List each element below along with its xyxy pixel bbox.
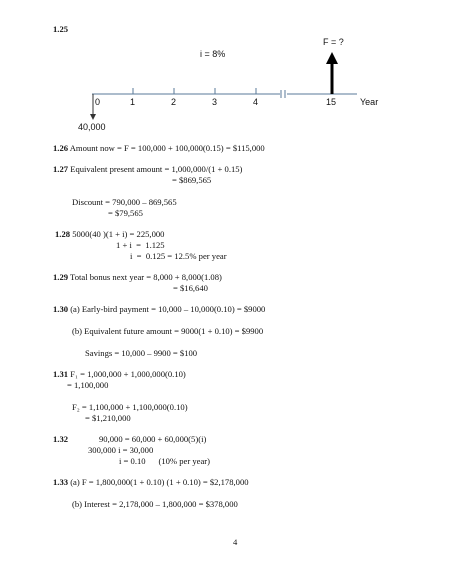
solution-line: 90,000 = 60,000 + 60,000(5)(i): [99, 434, 207, 444]
problem-label-1-25: 1.25: [53, 24, 69, 34]
solution-line: i = 0.10 (10% per year): [119, 456, 210, 466]
problem-label: 1.31: [53, 369, 69, 379]
tick-label-4: 4: [253, 97, 259, 107]
problem-1-33: [53, 477, 249, 487]
problem-1-27: [53, 164, 242, 174]
problem-label: 1.29: [53, 272, 69, 282]
page-number: 4: [233, 537, 238, 547]
cash-flow-diagram: [0, 0, 474, 140]
tick-label-15: 15: [326, 97, 337, 107]
problem-label: 1.27: [53, 164, 69, 174]
solution-line: F₁ = 1,000,000 + 1,000,000(0.10): [68, 369, 186, 379]
future-value-label: F = ?: [323, 37, 344, 47]
problem-label: 1.30: [53, 304, 69, 314]
solution-line: = $869,565: [172, 175, 212, 185]
solution-line: Equivalent present amount = 1,000,000/(1 + 0.15): [68, 164, 243, 174]
future-value-arrow-head: [326, 52, 338, 64]
problem-label: 1.33: [53, 477, 69, 487]
problem-label: 1.26: [53, 143, 69, 153]
solution-line: 5000(40 )(1 + i) = 225,000: [70, 229, 165, 239]
solution-line: i = 0.125 = 12.5% per year: [130, 251, 227, 261]
problem-1-31: [53, 369, 186, 379]
solution-line: 1 + i = 1.125: [116, 240, 165, 250]
solution-line: (b) Interest = 2,178,000 – 1,800,000 = $378,000: [72, 499, 238, 509]
problem-1-30: [53, 304, 265, 314]
solution-line: F₂ = 1,100,000 + 1,100,000(0.10): [72, 402, 188, 412]
solution-line: (a) Early-bird payment = 10,000 – 10,000(0.10) = $9000: [68, 304, 266, 314]
solution-line: Discount = 790,000 – 869,565: [72, 197, 177, 207]
cash-out-amount: 40,000: [78, 122, 106, 132]
solution-line: = $79,565: [108, 208, 143, 218]
solution-line: (a) F = 1,800,000(1 + 0.10) (1 + 0.10) = $2,178,000: [68, 477, 249, 487]
problem-1-26: [53, 143, 265, 153]
solution-line: (b) Equivalent future amount = 9000(1 + 0.10) = $9900: [72, 326, 264, 336]
problem-1-28: [55, 229, 164, 239]
solution-line: = $16,640: [173, 283, 208, 293]
tick-label-1: 1: [130, 97, 136, 107]
solution-line: Amount now = F = 100,000 + 100,000(0.15) = $115,000: [68, 143, 265, 153]
solution-line: Total bonus next year = 8,000 + 8,000(1.08): [68, 272, 222, 282]
tick-label-2: 2: [171, 97, 177, 107]
interest-rate-label: i = 8%: [200, 49, 226, 59]
solution-line: = $1,210,000: [85, 413, 131, 423]
cash-out-arrow-head: [90, 114, 96, 120]
problem-label: 1.28: [55, 229, 71, 239]
solution-line: 300,000 i = 30,000: [88, 445, 154, 455]
tick-label-0: 0: [95, 97, 101, 107]
problem-1-29: [53, 272, 222, 282]
problem-label-1-32: 1.32: [53, 434, 69, 444]
axis-label-year: Year: [360, 97, 379, 107]
solution-line: = 1,100,000: [67, 380, 109, 390]
solution-line: Savings = 10,000 – 9900 = $100: [85, 348, 198, 358]
tick-label-3: 3: [212, 97, 218, 107]
